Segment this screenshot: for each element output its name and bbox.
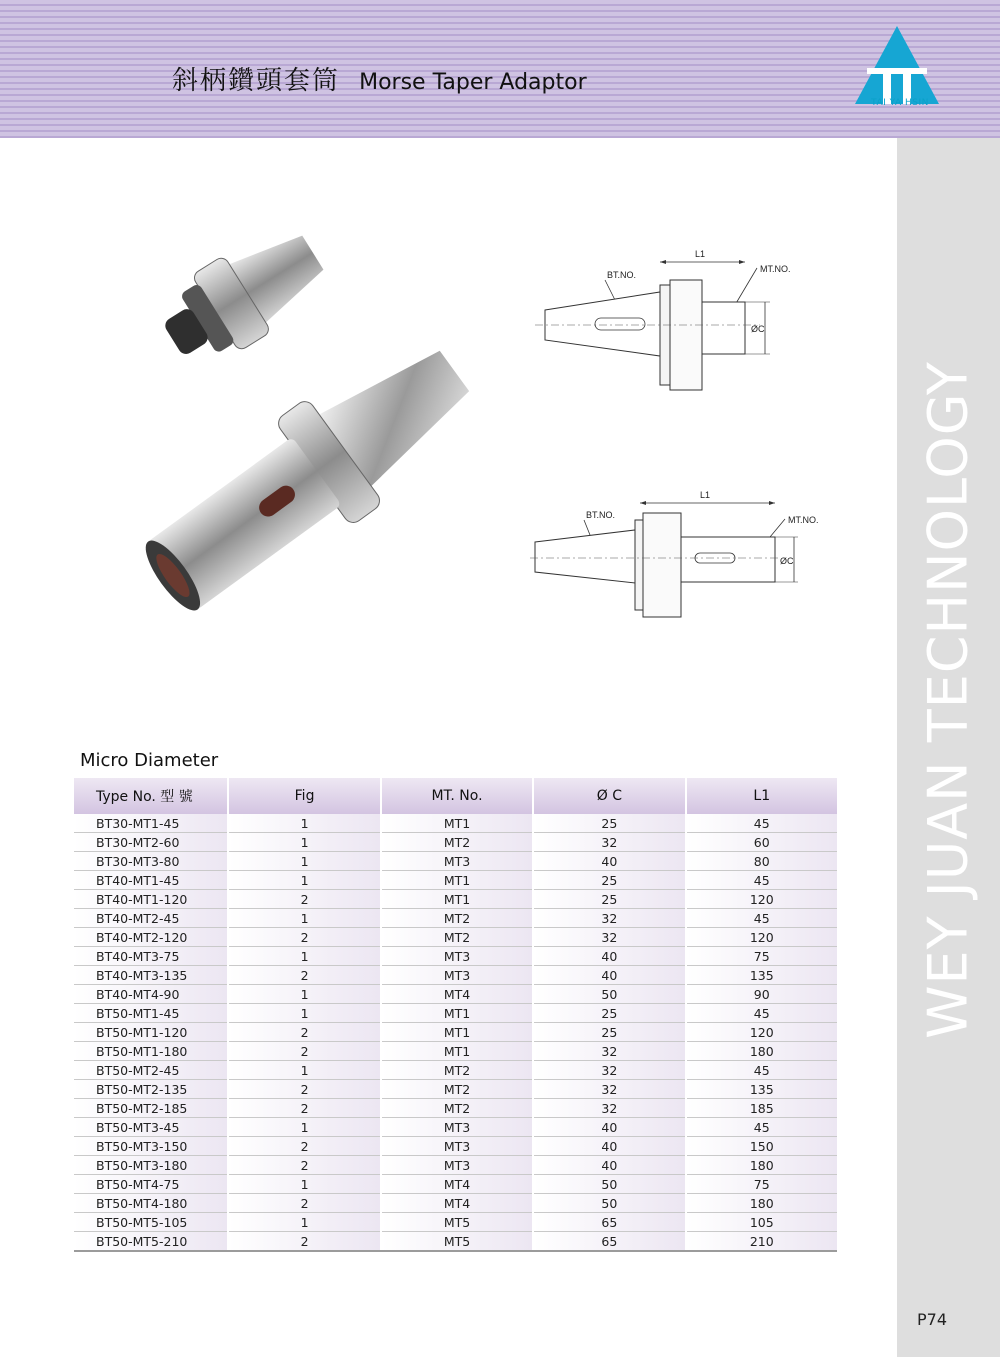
cell-fig: 2 — [228, 1099, 380, 1118]
cell-type-no: BT30-MT1-45 — [74, 814, 228, 833]
cell-fig: 2 — [228, 928, 380, 947]
cell-diameter: 50 — [533, 985, 685, 1004]
cell-diameter: 40 — [533, 1137, 685, 1156]
cell-l1: 90 — [686, 985, 838, 1004]
cell-l1: 210 — [686, 1232, 838, 1252]
cell-fig: 2 — [228, 890, 380, 909]
cell-mt-no: MT3 — [381, 966, 534, 985]
table-row — [74, 1213, 837, 1232]
cell-fig: 2 — [228, 1194, 380, 1213]
cell-type-no: BT40-MT2-45 — [74, 909, 228, 928]
cell-mt-no: MT1 — [381, 1004, 534, 1023]
cell-mt-no: MT1 — [381, 871, 534, 890]
cell-type-no: BT50-MT5-210 — [74, 1232, 228, 1252]
cell-type-no: BT50-MT4-75 — [74, 1175, 228, 1194]
cell-mt-no: MT3 — [381, 852, 534, 871]
cell-type-no: BT50-MT1-180 — [74, 1042, 228, 1061]
cell-diameter: 50 — [533, 1194, 685, 1213]
table-row — [74, 1042, 837, 1061]
cell-diameter: 32 — [533, 833, 685, 852]
cell-fig: 1 — [228, 814, 380, 833]
page-number: P74 — [917, 1310, 948, 1329]
cell-type-no: BT40-MT3-75 — [74, 947, 228, 966]
fig1-l1-label: L1 — [695, 249, 706, 259]
cell-fig: 2 — [228, 1232, 380, 1252]
cell-l1: 120 — [686, 928, 838, 947]
cell-diameter: 25 — [533, 1004, 685, 1023]
table-row — [74, 1118, 837, 1137]
table-row — [74, 909, 837, 928]
cell-diameter: 65 — [533, 1232, 685, 1252]
page-title — [172, 60, 587, 97]
cell-type-no: BT30-MT3-80 — [74, 852, 228, 871]
cell-fig: 1 — [228, 1061, 380, 1080]
cell-diameter: 50 — [533, 1175, 685, 1194]
cell-l1: 180 — [686, 1042, 838, 1061]
cell-type-no: BT50-MT4-180 — [74, 1194, 228, 1213]
cell-fig: 1 — [228, 871, 380, 890]
cell-l1: 45 — [686, 1004, 838, 1023]
table-section-title: Micro Diameter — [80, 750, 219, 771]
cell-mt-no: MT3 — [381, 1118, 534, 1137]
cell-fig: 1 — [228, 1213, 380, 1232]
cell-type-no: BT50-MT2-45 — [74, 1061, 228, 1080]
cell-fig: 2 — [228, 1156, 380, 1175]
table-row — [74, 1175, 837, 1194]
table-row — [74, 1232, 837, 1252]
cell-l1: 45 — [686, 1061, 838, 1080]
cell-mt-no: MT4 — [381, 1175, 534, 1194]
table-row — [74, 947, 837, 966]
cell-l1: 135 — [686, 966, 838, 985]
cell-l1: 150 — [686, 1137, 838, 1156]
cell-fig: 1 — [228, 985, 380, 1004]
fig1-dia-label: ØC — [751, 324, 765, 334]
cell-l1: 45 — [686, 1118, 838, 1137]
cell-type-no: BT40-MT1-120 — [74, 890, 228, 909]
cell-mt-no: MT1 — [381, 1042, 534, 1061]
cell-diameter: 32 — [533, 1042, 685, 1061]
cell-type-no: BT50-MT1-45 — [74, 1004, 228, 1023]
cell-l1: 80 — [686, 852, 838, 871]
cell-mt-no: MT3 — [381, 947, 534, 966]
cell-fig: 2 — [228, 1080, 380, 1099]
cell-mt-no: MT1 — [381, 814, 534, 833]
cell-mt-no: MT3 — [381, 1156, 534, 1175]
table-row — [74, 833, 837, 852]
cell-fig: 1 — [228, 1118, 380, 1137]
cell-fig: 1 — [228, 1175, 380, 1194]
table-row — [74, 1156, 837, 1175]
logo-text: TAI YA HSIN — [871, 98, 929, 108]
fig1-mt-label: MT.NO. — [760, 264, 791, 274]
table-row — [74, 1194, 837, 1213]
cell-diameter: 40 — [533, 1118, 685, 1137]
cell-mt-no: MT5 — [381, 1232, 534, 1252]
table-body — [74, 814, 837, 1251]
cell-mt-no: MT5 — [381, 1213, 534, 1232]
col-header-type-no: Type No. 型 號 — [74, 778, 228, 814]
cell-type-no: BT50-MT3-150 — [74, 1137, 228, 1156]
cell-l1: 45 — [686, 814, 838, 833]
cell-type-no: BT40-MT1-45 — [74, 871, 228, 890]
cell-fig: 2 — [228, 1023, 380, 1042]
cell-l1: 120 — [686, 890, 838, 909]
cell-fig: 1 — [228, 909, 380, 928]
cell-fig: 1 — [228, 852, 380, 871]
col-header-mt-no: MT. No. — [381, 778, 534, 814]
cell-type-no: BT50-MT5-105 — [74, 1213, 228, 1232]
cell-mt-no: MT2 — [381, 1099, 534, 1118]
table-row — [74, 1004, 837, 1023]
cell-fig: 2 — [228, 966, 380, 985]
cell-mt-no: MT2 — [381, 833, 534, 852]
cell-diameter: 32 — [533, 1099, 685, 1118]
cell-l1: 120 — [686, 1023, 838, 1042]
cell-diameter: 40 — [533, 947, 685, 966]
technical-drawing-fig1 — [535, 240, 805, 400]
table-row — [74, 966, 837, 985]
cell-mt-no: MT3 — [381, 1137, 534, 1156]
cell-diameter: 32 — [533, 928, 685, 947]
table-row — [74, 1061, 837, 1080]
cell-mt-no: MT2 — [381, 1061, 534, 1080]
cell-diameter: 25 — [533, 890, 685, 909]
cell-mt-no: MT2 — [381, 928, 534, 947]
cell-diameter: 32 — [533, 1080, 685, 1099]
table-row — [74, 890, 837, 909]
cell-diameter: 25 — [533, 1023, 685, 1042]
cell-mt-no: MT1 — [381, 890, 534, 909]
sidebar-brand-text: WEY JUAN TECHNOLOGY — [916, 361, 980, 1039]
fig2-dia-label: ØC — [780, 556, 794, 566]
cell-diameter: 25 — [533, 814, 685, 833]
table-row — [74, 928, 837, 947]
cell-type-no: BT40-MT4-90 — [74, 985, 228, 1004]
cell-diameter: 32 — [533, 1061, 685, 1080]
cell-fig: 1 — [228, 1004, 380, 1023]
table-row — [74, 985, 837, 1004]
cell-mt-no: MT2 — [381, 1080, 534, 1099]
fig1-bt-label: BT.NO. — [607, 270, 637, 280]
cell-l1: 75 — [686, 1175, 838, 1194]
cell-fig: 1 — [228, 833, 380, 852]
cell-type-no: BT50-MT2-185 — [74, 1099, 228, 1118]
col-header-diameter: Ø C — [533, 778, 685, 814]
table-row — [74, 852, 837, 871]
table-row — [74, 814, 837, 833]
cell-type-no: BT50-MT2-135 — [74, 1080, 228, 1099]
cell-l1: 185 — [686, 1099, 838, 1118]
table-row — [74, 1023, 837, 1042]
cell-mt-no: MT1 — [381, 1023, 534, 1042]
product-photo — [95, 205, 515, 685]
cell-type-no: BT50-MT3-180 — [74, 1156, 228, 1175]
cell-mt-no: MT2 — [381, 909, 534, 928]
technical-drawing-fig2 — [530, 485, 830, 625]
cell-l1: 105 — [686, 1213, 838, 1232]
title-english: Morse Taper Adaptor — [359, 70, 587, 95]
cell-diameter: 65 — [533, 1213, 685, 1232]
table-row — [74, 1137, 837, 1156]
cell-type-no: BT30-MT2-60 — [74, 833, 228, 852]
cell-l1: 135 — [686, 1080, 838, 1099]
table-row — [74, 1080, 837, 1099]
title-chinese: 斜柄鑽頭套筒 — [172, 66, 341, 96]
cell-type-no: BT50-MT1-120 — [74, 1023, 228, 1042]
col-header-l1: L1 — [686, 778, 838, 814]
table-header-row — [74, 778, 837, 814]
table-row — [74, 871, 837, 890]
fig2-l1-label: L1 — [700, 490, 711, 500]
cell-fig: 2 — [228, 1137, 380, 1156]
cell-l1: 45 — [686, 871, 838, 890]
cell-l1: 45 — [686, 909, 838, 928]
cell-l1: 180 — [686, 1194, 838, 1213]
table-row — [74, 1099, 837, 1118]
cell-diameter: 25 — [533, 871, 685, 890]
cell-diameter: 40 — [533, 1156, 685, 1175]
cell-type-no: BT50-MT3-45 — [74, 1118, 228, 1137]
cell-fig: 1 — [228, 947, 380, 966]
cell-diameter: 40 — [533, 966, 685, 985]
cell-mt-no: MT4 — [381, 985, 534, 1004]
fig2-mt-label: MT.NO. — [788, 515, 819, 525]
cell-diameter: 40 — [533, 852, 685, 871]
cell-mt-no: MT4 — [381, 1194, 534, 1213]
cell-l1: 75 — [686, 947, 838, 966]
cell-fig: 2 — [228, 1042, 380, 1061]
fig2-bt-label: BT.NO. — [586, 510, 616, 520]
col-header-fig: Fig — [228, 778, 380, 814]
cell-l1: 180 — [686, 1156, 838, 1175]
spec-table — [74, 778, 837, 1252]
cell-type-no: BT40-MT3-135 — [74, 966, 228, 985]
cell-l1: 60 — [686, 833, 838, 852]
cell-diameter: 32 — [533, 909, 685, 928]
cell-type-no: BT40-MT2-120 — [74, 928, 228, 947]
